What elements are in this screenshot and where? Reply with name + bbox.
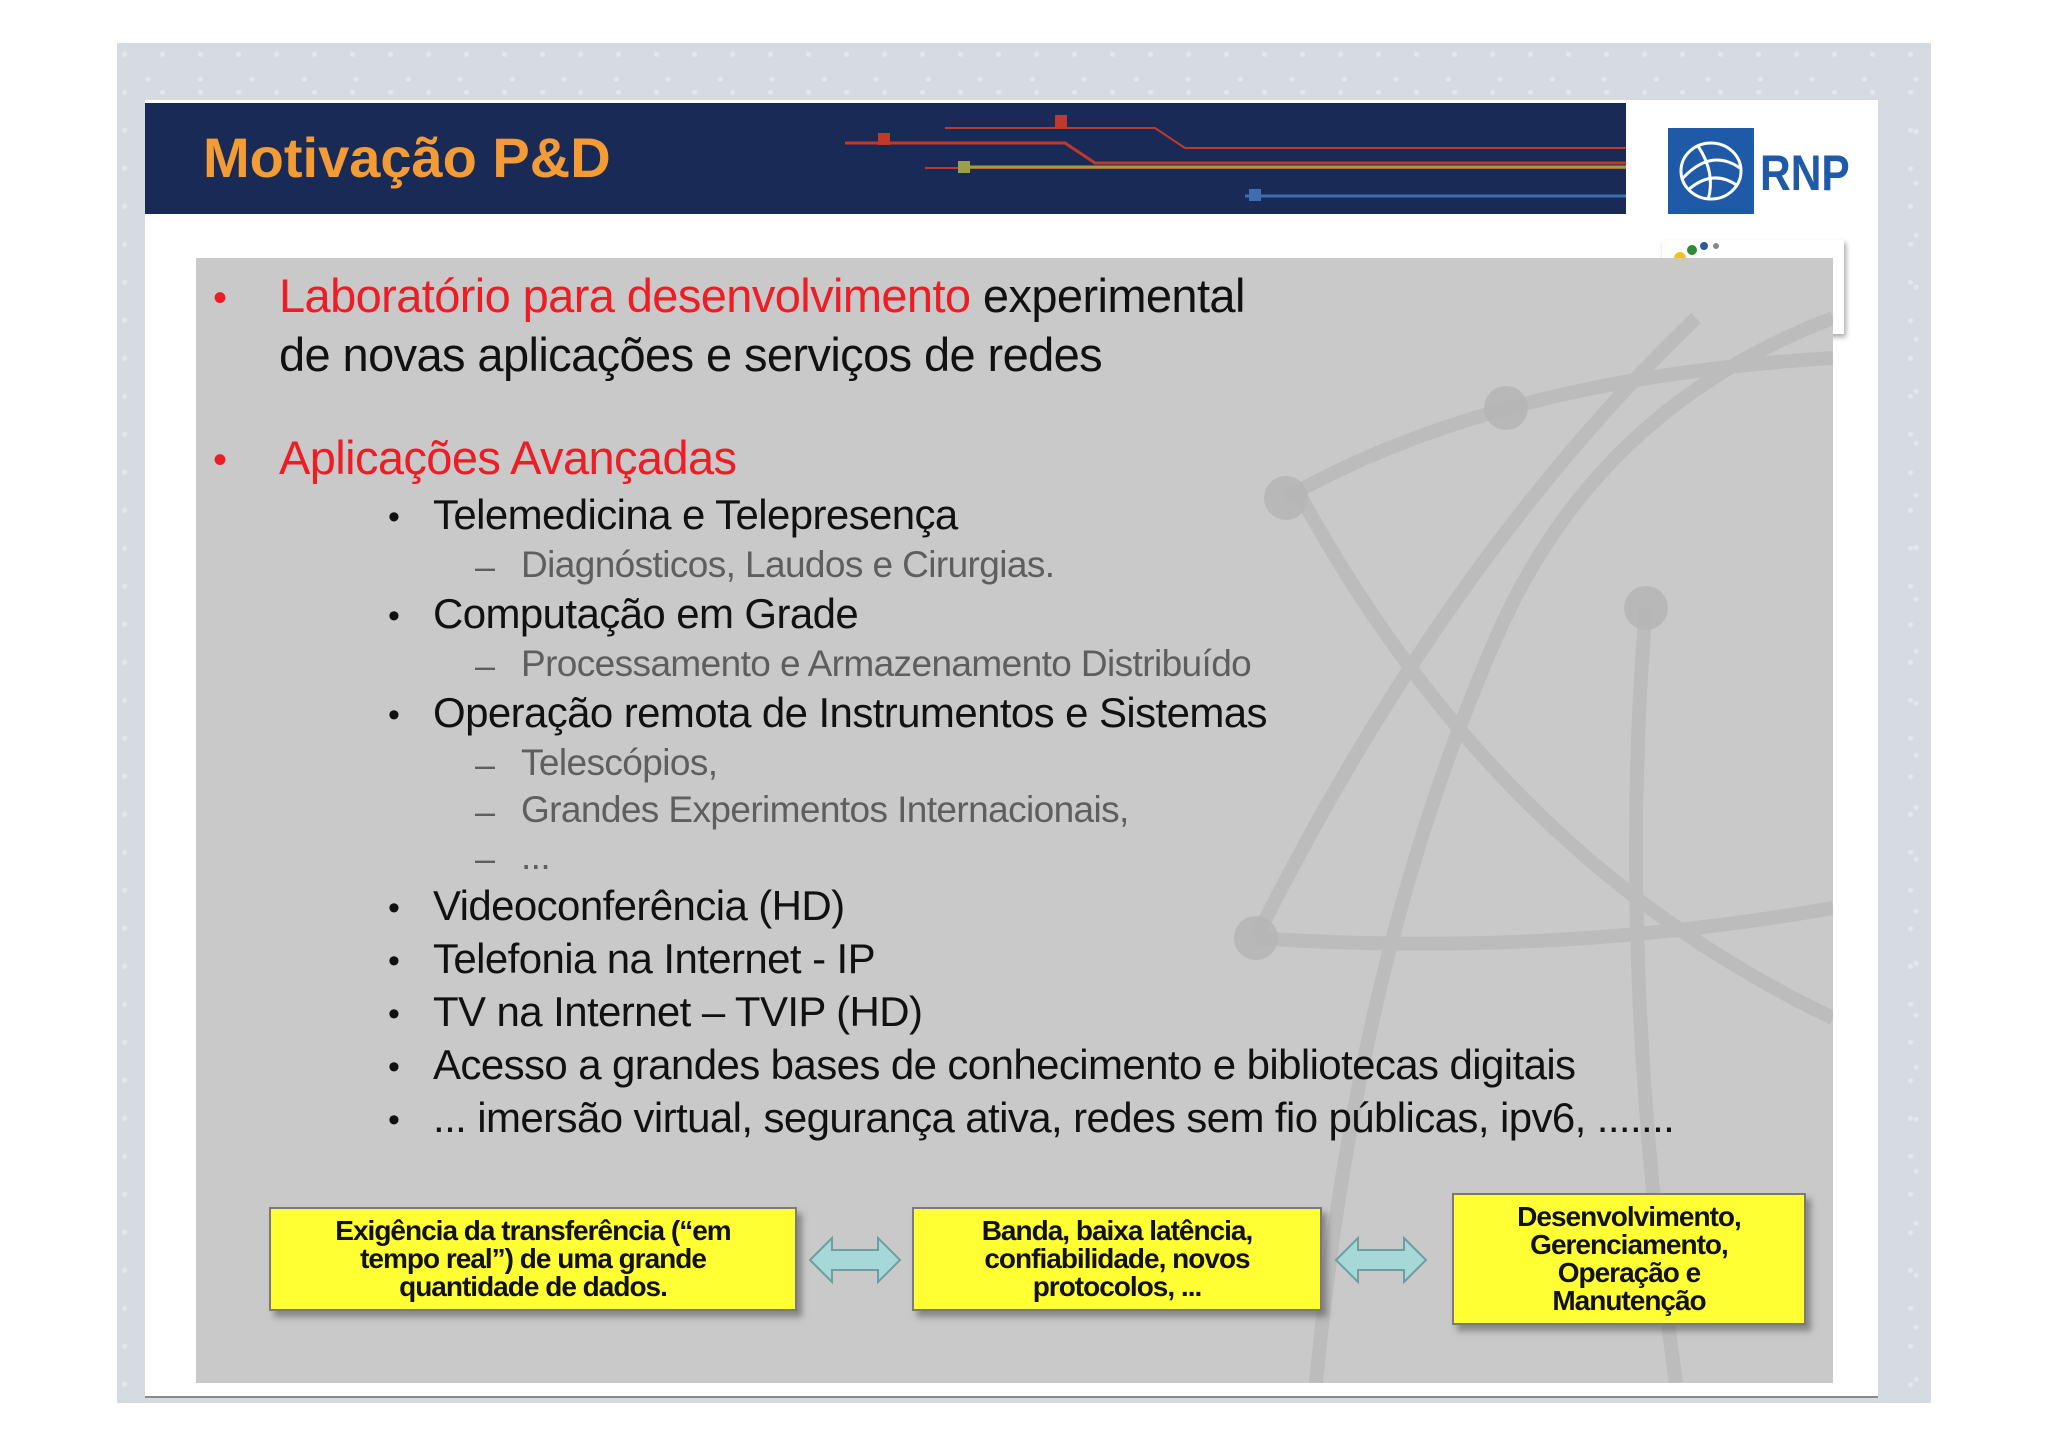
dash-marker: – — [475, 838, 496, 879]
bullet-2-heading: Aplicações Avançadas — [279, 431, 737, 484]
bullet-marker: • — [388, 696, 400, 734]
box-line: Gerenciamento, — [1530, 1229, 1728, 1260]
sub-item: Diagnósticos, Laudos e Cirurgias. — [521, 544, 1055, 585]
box-line: Manutenção — [1552, 1285, 1706, 1316]
double-arrow-icon — [1334, 1234, 1428, 1286]
slide-title: Motivação P&D — [203, 126, 611, 189]
list-item: Operação remota de Instrumentos e Sistemas — [433, 689, 1267, 736]
bullet-marker: • — [388, 1101, 400, 1139]
list-item: ... imersão virtual, segurança ativa, redes sem fio públicas, ipv6, ....... — [433, 1094, 1675, 1141]
dash-marker: – — [475, 546, 496, 587]
list-item: Videoconferência (HD) — [433, 882, 845, 929]
bullet-marker: • — [213, 438, 228, 482]
double-arrow-icon — [808, 1234, 902, 1286]
list-item: Computação em Grade — [433, 590, 859, 637]
box-line: Banda, baixa latência, — [981, 1215, 1253, 1246]
header-band — [145, 103, 1626, 214]
box-line: confiabilidade, novos — [984, 1243, 1250, 1274]
list-item: Acesso a grandes bases de conhecimento e bibliotecas digitais — [433, 1041, 1576, 1088]
sub-item: ... — [521, 836, 551, 877]
list-item: Telemedicina e Telepresença — [433, 491, 958, 538]
bullet-marker: • — [388, 498, 400, 536]
rnp-logo-text: RNP — [1760, 145, 1850, 201]
bullet-1-rest: experimental — [970, 269, 1245, 322]
dash-marker: – — [475, 744, 496, 785]
box-line: Exigência da transferência (“em — [335, 1215, 731, 1246]
box-line: Desenvolvimento, — [1517, 1201, 1741, 1232]
bullet-1-line-1 — [279, 268, 1245, 323]
sub-item: Telescópios, — [521, 742, 718, 783]
sub-item: Grandes Experimentos Internacionais, — [521, 789, 1129, 830]
bullet-marker: • — [388, 995, 400, 1033]
bullet-marker: • — [388, 942, 400, 980]
bullet-marker: • — [213, 276, 228, 320]
rnp-globe-icon — [1668, 128, 1754, 214]
box-line: Operação e — [1557, 1257, 1701, 1288]
bullet-marker: • — [388, 597, 400, 635]
requirement-box-3 — [1452, 1193, 1806, 1325]
bullet-1-highlight: Laboratório para desenvolvimento — [279, 269, 971, 322]
dash-marker: – — [475, 791, 496, 832]
bottom-divider — [145, 1396, 1878, 1398]
list-item: TV na Internet – TVIP (HD) — [433, 988, 923, 1035]
requirement-box-1 — [269, 1207, 797, 1311]
bullet-1-line-2: de novas aplicações e serviços de redes — [279, 328, 1103, 381]
dash-marker: – — [475, 645, 496, 686]
sub-item: Processamento e Armazenamento Distribuído — [521, 643, 1252, 684]
bullet-marker: • — [388, 889, 400, 927]
list-item: Telefonia na Internet - IP — [433, 935, 876, 982]
requirement-box-2 — [912, 1207, 1322, 1311]
rnp-logo — [1668, 128, 1853, 216]
box-line: quantidade de dados. — [399, 1271, 667, 1302]
box-line: tempo real”) de uma grande — [360, 1243, 706, 1274]
bullet-marker: • — [388, 1048, 400, 1086]
box-line: protocolos, ... — [1032, 1271, 1202, 1302]
